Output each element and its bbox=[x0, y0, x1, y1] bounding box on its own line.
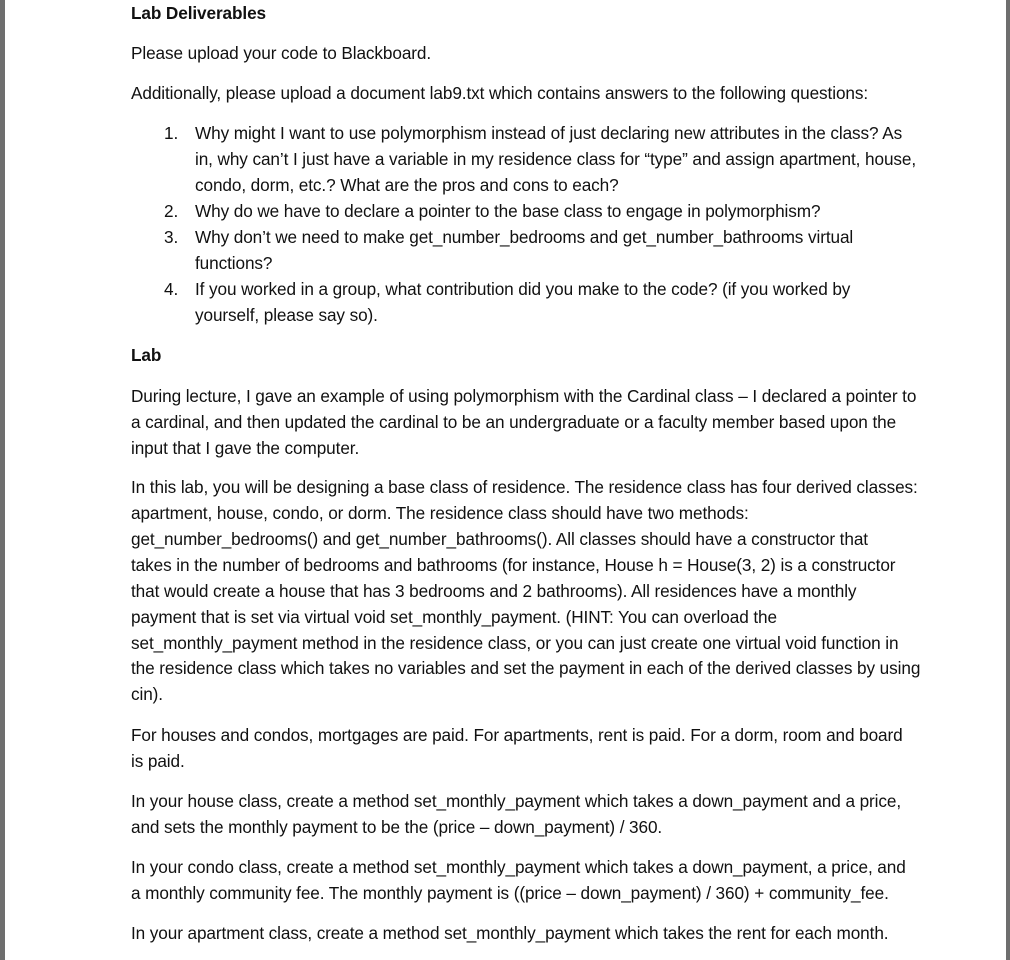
paragraph-line: input that I gave the computer. bbox=[131, 438, 360, 458]
question-line: Why might I want to use polymorphism instead of just declaring new attributes in the class? As bbox=[195, 123, 903, 143]
paragraph-line: In your condo class, create a method set_monthly_payment which takes a down_payment, a price, and bbox=[131, 857, 906, 877]
question-line: Why don’t we need to make get_number_bedrooms and get_number_bathrooms virtual bbox=[195, 227, 854, 247]
paragraph-line: In this lab, you will be designing a base class of residence. The residence class has four derived classes: bbox=[131, 477, 918, 497]
additional-instruction: Additionally, please upload a document lab9.txt which contains answers to the following questions: bbox=[131, 83, 869, 103]
paragraph-line: and sets the monthly payment to be the (price – down_payment) / 360. bbox=[131, 817, 663, 837]
paragraph-line: a monthly community fee. The monthly payment is ((price – down_payment) / 360) + community_fee. bbox=[131, 883, 889, 903]
question-line: Why do we have to declare a pointer to the base class to engage in polymorphism? bbox=[195, 201, 821, 221]
paragraph-line: set_monthly_payment method in the residence class, or you can just create one virtual void function in bbox=[131, 633, 899, 653]
paragraph-line: get_number_bedrooms() and get_number_bathrooms(). All classes should have a constructor that bbox=[131, 529, 868, 549]
paragraph-line: that would create a house that has 3 bedrooms and 2 bathrooms). All residences have a monthly bbox=[131, 581, 857, 601]
paragraph-line: For houses and condos, mortgages are paid. For apartments, rent is paid. For a dorm, room and board bbox=[131, 725, 903, 745]
paragraph-line: During lecture, I gave an example of using polymorphism with the Cardinal class – I declared a pointer to bbox=[131, 386, 917, 406]
paragraph-line: payment that is set via virtual void set_monthly_payment. (HINT: You can overload the bbox=[131, 607, 777, 627]
question-line: yourself, please say so). bbox=[195, 305, 378, 325]
paragraph-line: the residence class which takes no variables and set the payment in each of the derived classes by using bbox=[131, 658, 921, 678]
paragraph-line: cin). bbox=[131, 684, 163, 704]
question-line: condo, dorm, etc.? What are the pros and cons to each? bbox=[195, 175, 619, 195]
paragraph-line: In your apartment class, create a method set_monthly_payment which takes the rent for each month. bbox=[131, 923, 889, 943]
question-line: If you worked in a group, what contribution did you make to the code? (if you worked by bbox=[195, 279, 851, 299]
question-number: 1. bbox=[164, 123, 179, 143]
question-line: functions? bbox=[195, 253, 273, 273]
window-right-border bbox=[1006, 0, 1010, 960]
paragraph-line: apartment, house, condo, or dorm. The residence class should have two methods: bbox=[131, 503, 749, 523]
question-number: 2. bbox=[164, 201, 179, 221]
window-left-border bbox=[0, 0, 5, 960]
upload-instruction: Please upload your code to Blackboard. bbox=[131, 43, 432, 63]
question-number: 3. bbox=[164, 227, 179, 247]
lab-heading: Lab bbox=[131, 345, 162, 365]
question-number: 4. bbox=[164, 279, 179, 299]
paragraph-line: takes in the number of bedrooms and bathrooms (for instance, House h = House(3, 2) is a constructor bbox=[131, 555, 896, 575]
paragraph-line: a cardinal, and then updated the cardinal to be an undergraduate or a faculty member based upon the bbox=[131, 412, 897, 432]
deliverables-heading: Lab Deliverables bbox=[131, 3, 267, 23]
question-line: in, why can’t I just have a variable in my residence class for “type” and assign apartment, house, bbox=[195, 149, 917, 169]
paragraph-line: is paid. bbox=[131, 751, 185, 771]
paragraph-line: In your house class, create a method set_monthly_payment which takes a down_payment and a price, bbox=[131, 791, 902, 811]
